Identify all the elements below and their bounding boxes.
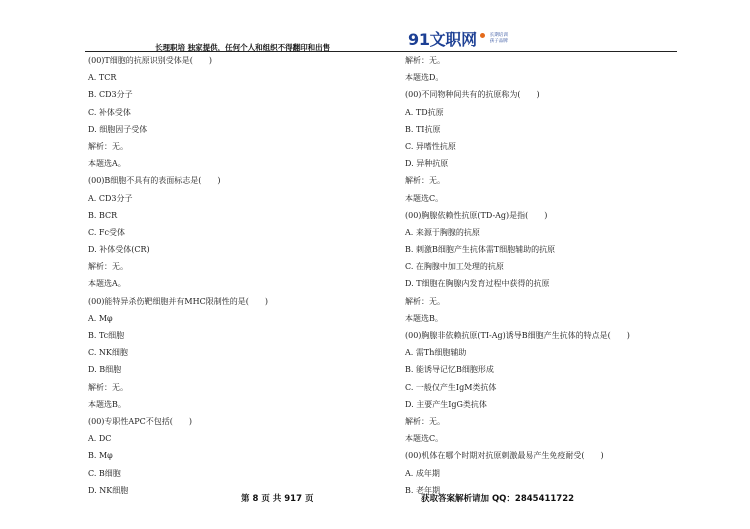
- text-line: (00)机体在哪个时期对抗原刺激最易产生免疫耐受( ): [405, 451, 604, 461]
- text-line: 解析：无。: [88, 382, 128, 392]
- text-line: B. CD3分子: [88, 90, 133, 100]
- text-line: A. Mφ: [88, 313, 113, 323]
- logo-tagline-line-2: 孩子品牌: [489, 38, 508, 44]
- text-line: (00)能特异杀伤靶细胞并有MHC限制性的是( ): [88, 296, 268, 306]
- text-line: (00)不同物种间共有的抗原称为( ): [405, 90, 540, 100]
- text-line: (00)胸腺依赖性抗原(TD-Ag)是指( ): [405, 210, 548, 220]
- text-line: 解析：无。: [88, 141, 128, 151]
- text-line: C. 异嗜性抗原: [405, 141, 456, 151]
- text-line: D. 细胞因子受体: [88, 124, 148, 134]
- text-line: D. 补体受体(CR): [88, 245, 150, 255]
- text-line: (00)胸腺非依赖抗原(TI-Ag)诱导B细胞产生抗体的特点是( ): [405, 331, 630, 340]
- text-line: (00)专职性APC不包括( ): [88, 416, 192, 426]
- text-line: C. 补体受体: [88, 107, 131, 117]
- text-line: A. 需Th细胞辅助: [405, 348, 467, 358]
- text-line: D. 主要产生IgG类抗体: [405, 399, 487, 409]
- header-notice: 长理职培 独家提供，任何个人和组织不得翻印和出售: [155, 43, 331, 52]
- text-line: D. B细胞: [88, 365, 122, 375]
- text-line: D. NK细胞: [88, 485, 129, 495]
- text-line: B. Mφ: [88, 451, 113, 461]
- text-line: 本题选D。: [405, 73, 444, 83]
- text-line: 本题选C。: [405, 434, 444, 444]
- text-line: A. TD抗原: [405, 107, 444, 117]
- text-line: B. 能诱导记忆B细胞形成: [405, 365, 494, 375]
- right-column: [405, 52, 705, 499]
- text-line: 本题选A。: [88, 279, 126, 289]
- text-line: (00)B细胞不具有的表面标志是( ): [88, 176, 221, 186]
- text-line: (00)T细胞的抗原识别受体是( ): [88, 56, 212, 65]
- text-line: A. TCR: [88, 73, 117, 83]
- text-line: C. Fc受体: [88, 227, 125, 237]
- logo-text: 91文职网: [408, 30, 477, 49]
- text-line: 解析：无。: [88, 262, 128, 272]
- text-line: C. 一般仅产生IgM类抗体: [405, 382, 497, 392]
- text-line: B. 老年期: [405, 485, 440, 495]
- text-line: B. BCR: [88, 210, 118, 220]
- logo-tagline-line-1: 长期培训: [489, 32, 508, 38]
- text-line: A. 来源于胸腺的抗原: [405, 227, 480, 237]
- site-logo[interactable]: [408, 27, 508, 50]
- logo-tagline: [490, 33, 508, 45]
- text-line: D. T细胞在胸腺内发育过程中获得的抗原: [405, 279, 550, 289]
- page-number: 第 8 页 共 917 页: [241, 494, 314, 504]
- text-line: D. 异种抗原: [405, 159, 449, 169]
- text-line: A. DC: [88, 434, 112, 444]
- text-line: 解析：无。: [405, 416, 445, 426]
- text-line: 本题选C。: [405, 193, 444, 203]
- text-line: A. 成年期: [405, 468, 440, 478]
- text-line: B. TI抗原: [405, 124, 441, 134]
- text-line: 解析：无。: [405, 296, 445, 306]
- text-line: 解析：无。: [405, 176, 445, 186]
- contact-info: 获取答案解析请加 QQ：2845411722: [421, 494, 575, 504]
- text-line: C. 在胸腺中加工处理的抗原: [405, 262, 504, 272]
- text-line: 本题选A。: [88, 159, 126, 169]
- text-line: A. CD3分子: [88, 193, 133, 203]
- text-line: 本题选B。: [88, 399, 126, 409]
- text-line: 解析：无。: [405, 56, 445, 65]
- text-line: B. 刺激B细胞产生抗体需T细胞辅助的抗原: [405, 245, 556, 255]
- text-line: C. NK细胞: [88, 348, 128, 358]
- text-line: 本题选B。: [405, 313, 443, 323]
- logo-dot-icon: [480, 33, 485, 38]
- text-line: B. Tc细胞: [88, 331, 125, 340]
- left-column: [88, 52, 388, 499]
- text-line: C. B细胞: [88, 468, 121, 478]
